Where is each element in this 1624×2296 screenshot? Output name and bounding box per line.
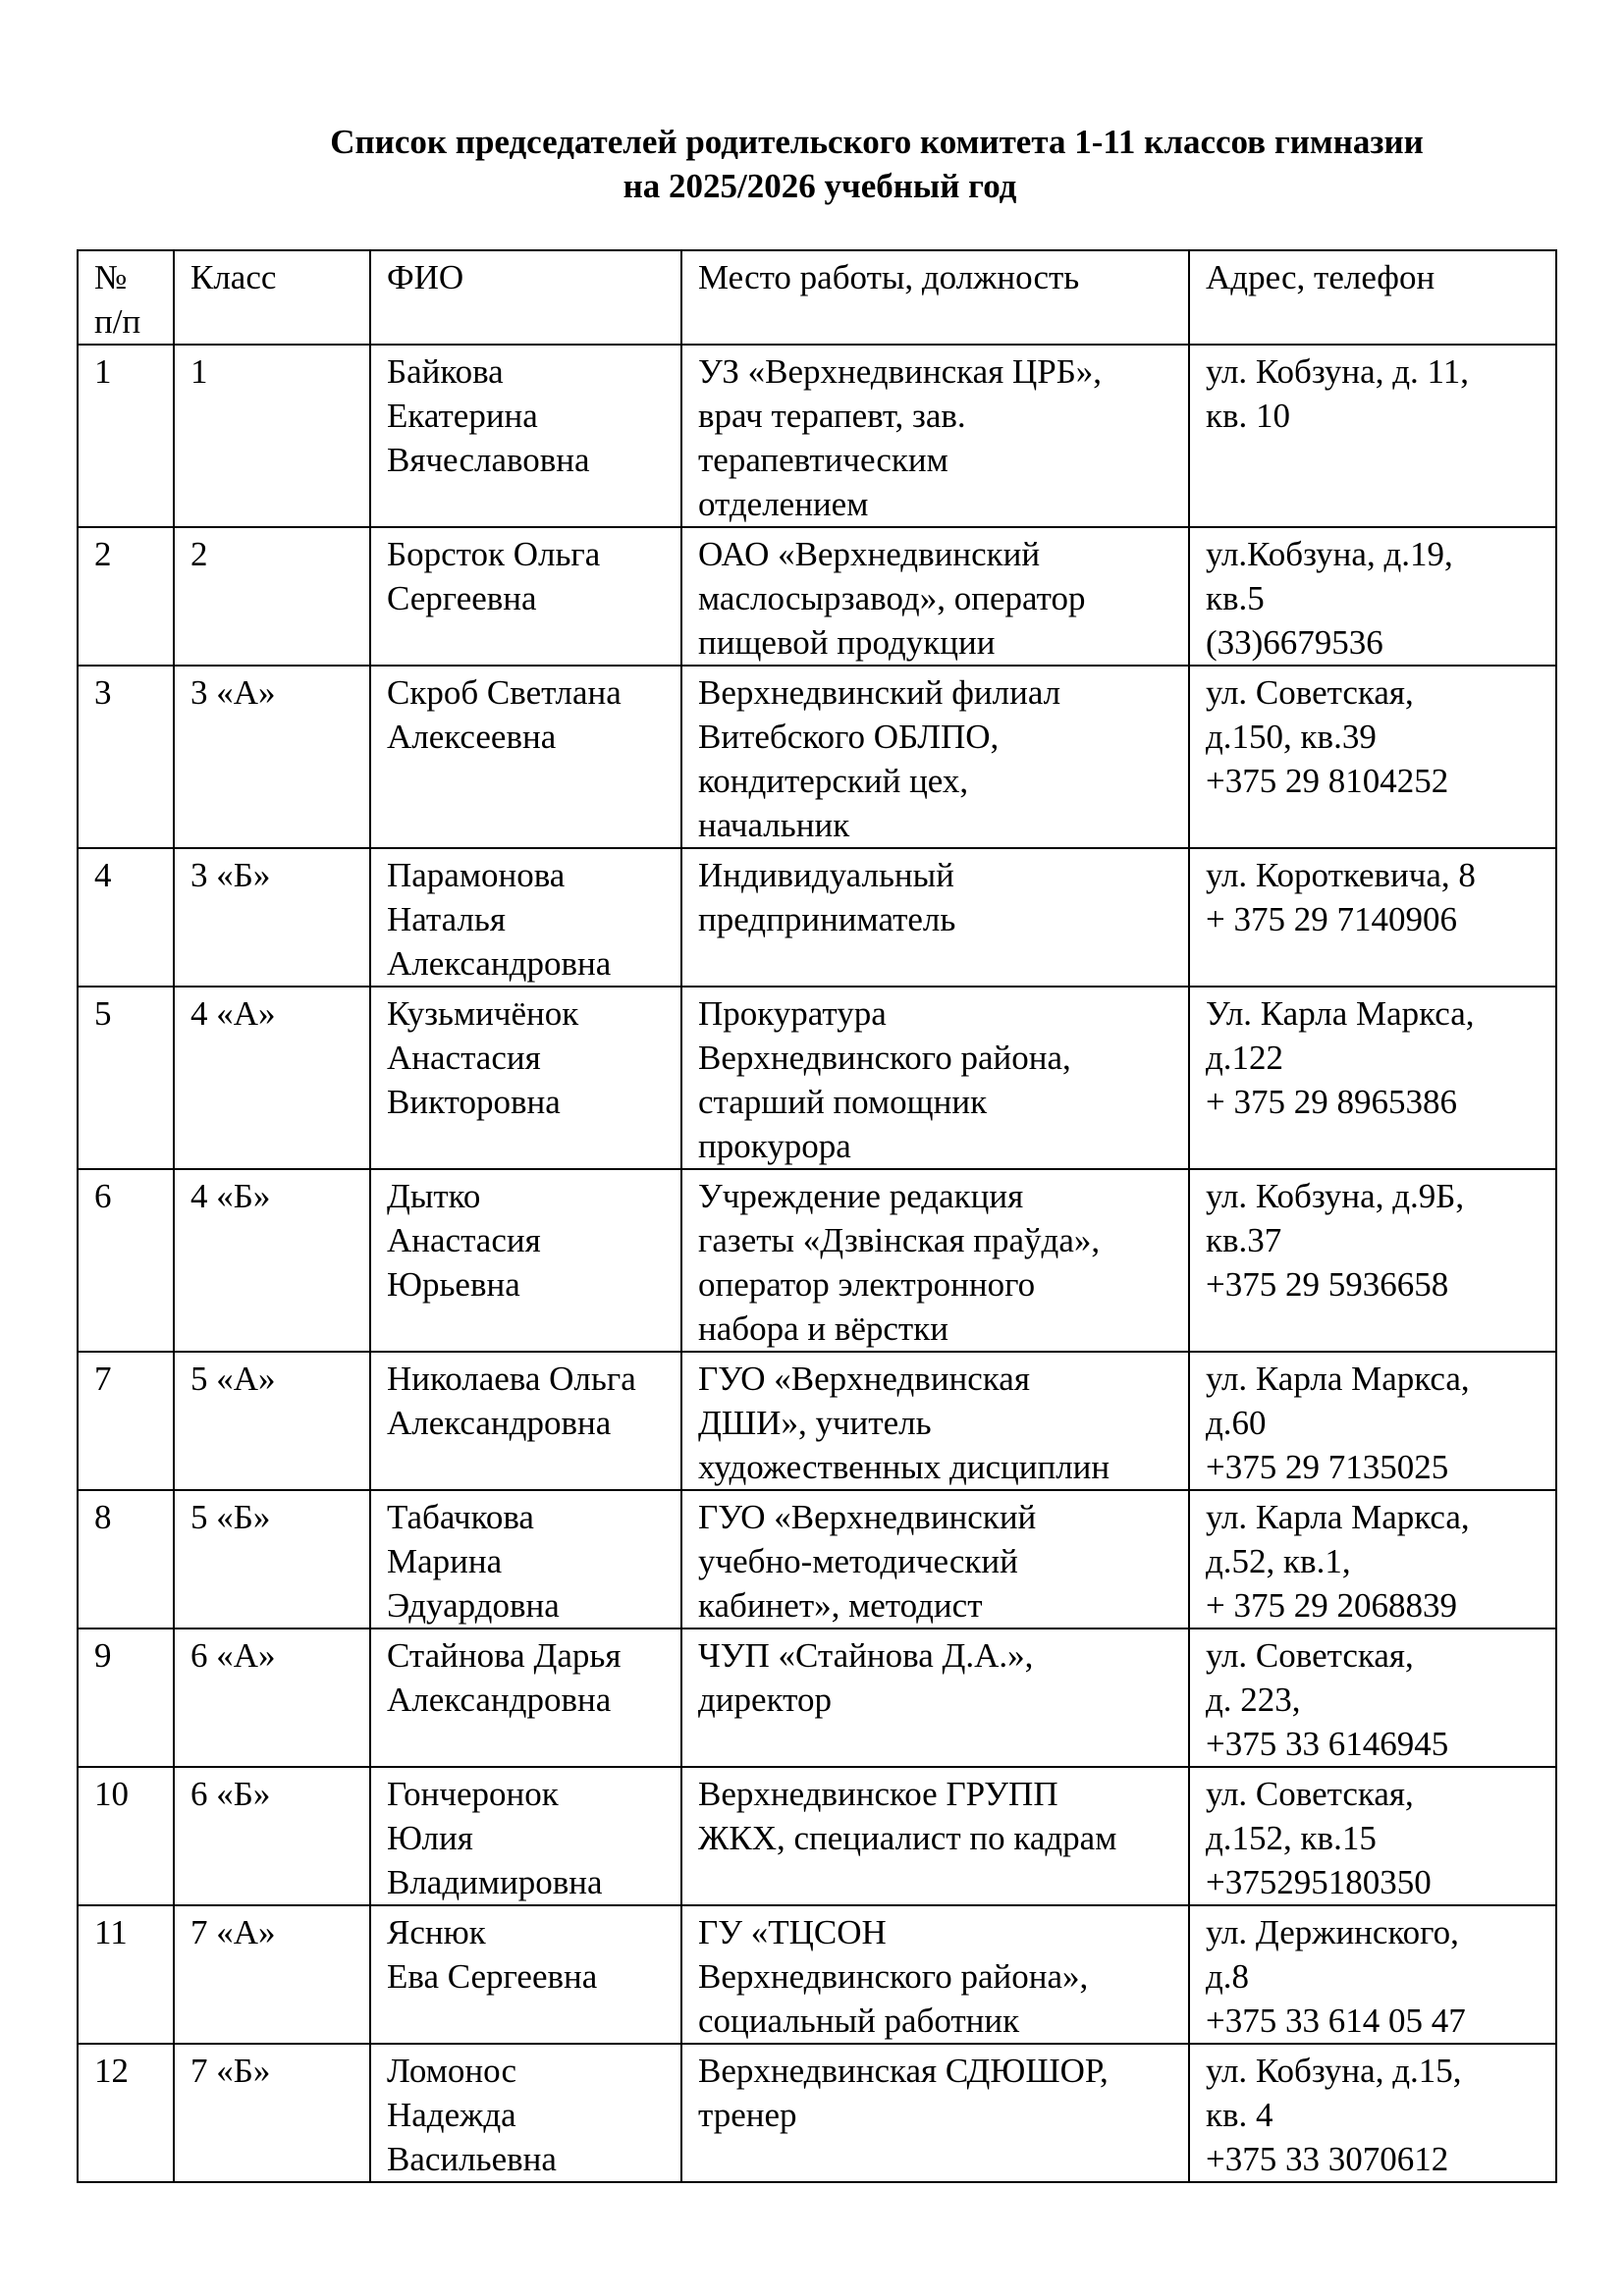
- cell-work: ЧУП «Стайнова Д.А.», директор: [681, 1629, 1189, 1767]
- table-row: [78, 1629, 1556, 1767]
- cell-fio: Яснюк Ева Сергеевна: [370, 1905, 681, 2044]
- cell-fio: Байкова Екатерина Вячеславовна: [370, 345, 681, 527]
- cell-address: ул. Советская, д. 223, +375 33 6146945: [1189, 1629, 1556, 1767]
- cell-address: ул. Карла Маркса, д.52, кв.1, + 375 29 2068839: [1189, 1490, 1556, 1629]
- header-fio: ФИО: [370, 250, 681, 345]
- cell-work: УЗ «Верхнедвинская ЦРБ», врач терапевт, зав. терапевтическим отделением: [681, 345, 1189, 527]
- cell-fio: Дытко Анастасия Юрьевна: [370, 1169, 681, 1352]
- cell-class: 5 «Б»: [174, 1490, 370, 1629]
- cell-work: ГУ «ТЦСОН Верхнедвинского района», социальный работник: [681, 1905, 1189, 2044]
- cell-num: 2: [78, 527, 174, 666]
- cell-class: 7 «Б»: [174, 2044, 370, 2182]
- table-row: [78, 1905, 1556, 2044]
- table-row: [78, 848, 1556, 987]
- header-num: № п/п: [78, 250, 174, 345]
- cell-address: ул. Карла Маркса, д.60 +375 29 7135025: [1189, 1352, 1556, 1490]
- table-row: [78, 987, 1556, 1169]
- cell-class: 4 «Б»: [174, 1169, 370, 1352]
- page-title: [0, 120, 1624, 208]
- cell-work: Учреждение редакция газеты «Дзвінская праўда», оператор электронного набора и вёрстки: [681, 1169, 1189, 1352]
- table-row: [78, 666, 1556, 848]
- cell-fio: Николаева Ольга Александровна: [370, 1352, 681, 1490]
- table-row: [78, 345, 1556, 527]
- cell-class: 5 «А»: [174, 1352, 370, 1490]
- cell-num: 11: [78, 1905, 174, 2044]
- cell-class: 1: [174, 345, 370, 527]
- cell-address: ул. Советская, д.150, кв.39 +375 29 8104252: [1189, 666, 1556, 848]
- cell-num: 5: [78, 987, 174, 1169]
- cell-class: 4 «А»: [174, 987, 370, 1169]
- cell-num: 8: [78, 1490, 174, 1629]
- cell-num: 6: [78, 1169, 174, 1352]
- table-header-row: [78, 250, 1556, 345]
- cell-work: Прокуратура Верхнедвинского района, старший помощник прокурора: [681, 987, 1189, 1169]
- cell-class: 7 «А»: [174, 1905, 370, 2044]
- cell-fio: Кузьмичёнок Анастасия Викторовна: [370, 987, 681, 1169]
- cell-address: Ул. Карла Маркса, д.122 + 375 29 8965386: [1189, 987, 1556, 1169]
- cell-num: 10: [78, 1767, 174, 1905]
- cell-address: ул. Держинского, д.8 +375 33 614 05 47: [1189, 1905, 1556, 2044]
- cell-fio: Стайнова Дарья Александровна: [370, 1629, 681, 1767]
- cell-work: ГУО «Верхнедвинский учебно-методический кабинет», методист: [681, 1490, 1189, 1629]
- cell-address: ул. Советская, д.152, кв.15 +375295180350: [1189, 1767, 1556, 1905]
- cell-work: Индивидуальный предприниматель: [681, 848, 1189, 987]
- cell-num: 4: [78, 848, 174, 987]
- cell-address: ул. Кобзуна, д.15, кв. 4 +375 33 3070612: [1189, 2044, 1556, 2182]
- cell-class: 3 «Б»: [174, 848, 370, 987]
- table-row: [78, 2044, 1556, 2182]
- cell-num: 12: [78, 2044, 174, 2182]
- chairpersons-table: [77, 249, 1557, 2183]
- cell-fio: Борсток Ольга Сергеевна: [370, 527, 681, 666]
- cell-fio: Табачкова Марина Эдуардовна: [370, 1490, 681, 1629]
- header-work: Место работы, должность: [681, 250, 1189, 345]
- cell-fio: Скроб Светлана Алексеевна: [370, 666, 681, 848]
- cell-work: ГУО «Верхнедвинская ДШИ», учитель художественных дисциплин: [681, 1352, 1189, 1490]
- cell-fio: Парамонова Наталья Александровна: [370, 848, 681, 987]
- title-line-2: на 2025/2026 учебный год: [623, 167, 1017, 205]
- cell-address: ул. Кобзуна, д. 11, кв. 10: [1189, 345, 1556, 527]
- title-line-1: Список председателей родительского комитета 1-11 классов гимназии: [330, 123, 1424, 161]
- cell-num: 9: [78, 1629, 174, 1767]
- cell-address: ул. Кобзуна, д.9Б, кв.37 +375 29 5936658: [1189, 1169, 1556, 1352]
- table-row: [78, 1490, 1556, 1629]
- header-class: Класс: [174, 250, 370, 345]
- cell-class: 6 «Б»: [174, 1767, 370, 1905]
- table-row: [78, 1767, 1556, 1905]
- cell-work: Верхнедвинская СДЮШОР, тренер: [681, 2044, 1189, 2182]
- cell-fio: Ломонос Надежда Васильевна: [370, 2044, 681, 2182]
- cell-fio: Гончеронок Юлия Владимировна: [370, 1767, 681, 1905]
- cell-num: 3: [78, 666, 174, 848]
- cell-class: 2: [174, 527, 370, 666]
- cell-work: Верхнедвинское ГРУПП ЖКХ, специалист по кадрам: [681, 1767, 1189, 1905]
- cell-num: 1: [78, 345, 174, 527]
- cell-class: 6 «А»: [174, 1629, 370, 1767]
- cell-work: ОАО «Верхнедвинский маслосырзавод», оператор пищевой продукции: [681, 527, 1189, 666]
- table-row: [78, 527, 1556, 666]
- cell-class: 3 «А»: [174, 666, 370, 848]
- header-address: Адрес, телефон: [1189, 250, 1556, 345]
- table-row: [78, 1352, 1556, 1490]
- table-row: [78, 1169, 1556, 1352]
- cell-address: ул. Короткевича, 8 + 375 29 7140906: [1189, 848, 1556, 987]
- cell-work: Верхнедвинский филиал Витебского ОБЛПО, кондитерский цех, начальник: [681, 666, 1189, 848]
- cell-num: 7: [78, 1352, 174, 1490]
- cell-address: ул.Кобзуна, д.19, кв.5 (33)6679536: [1189, 527, 1556, 666]
